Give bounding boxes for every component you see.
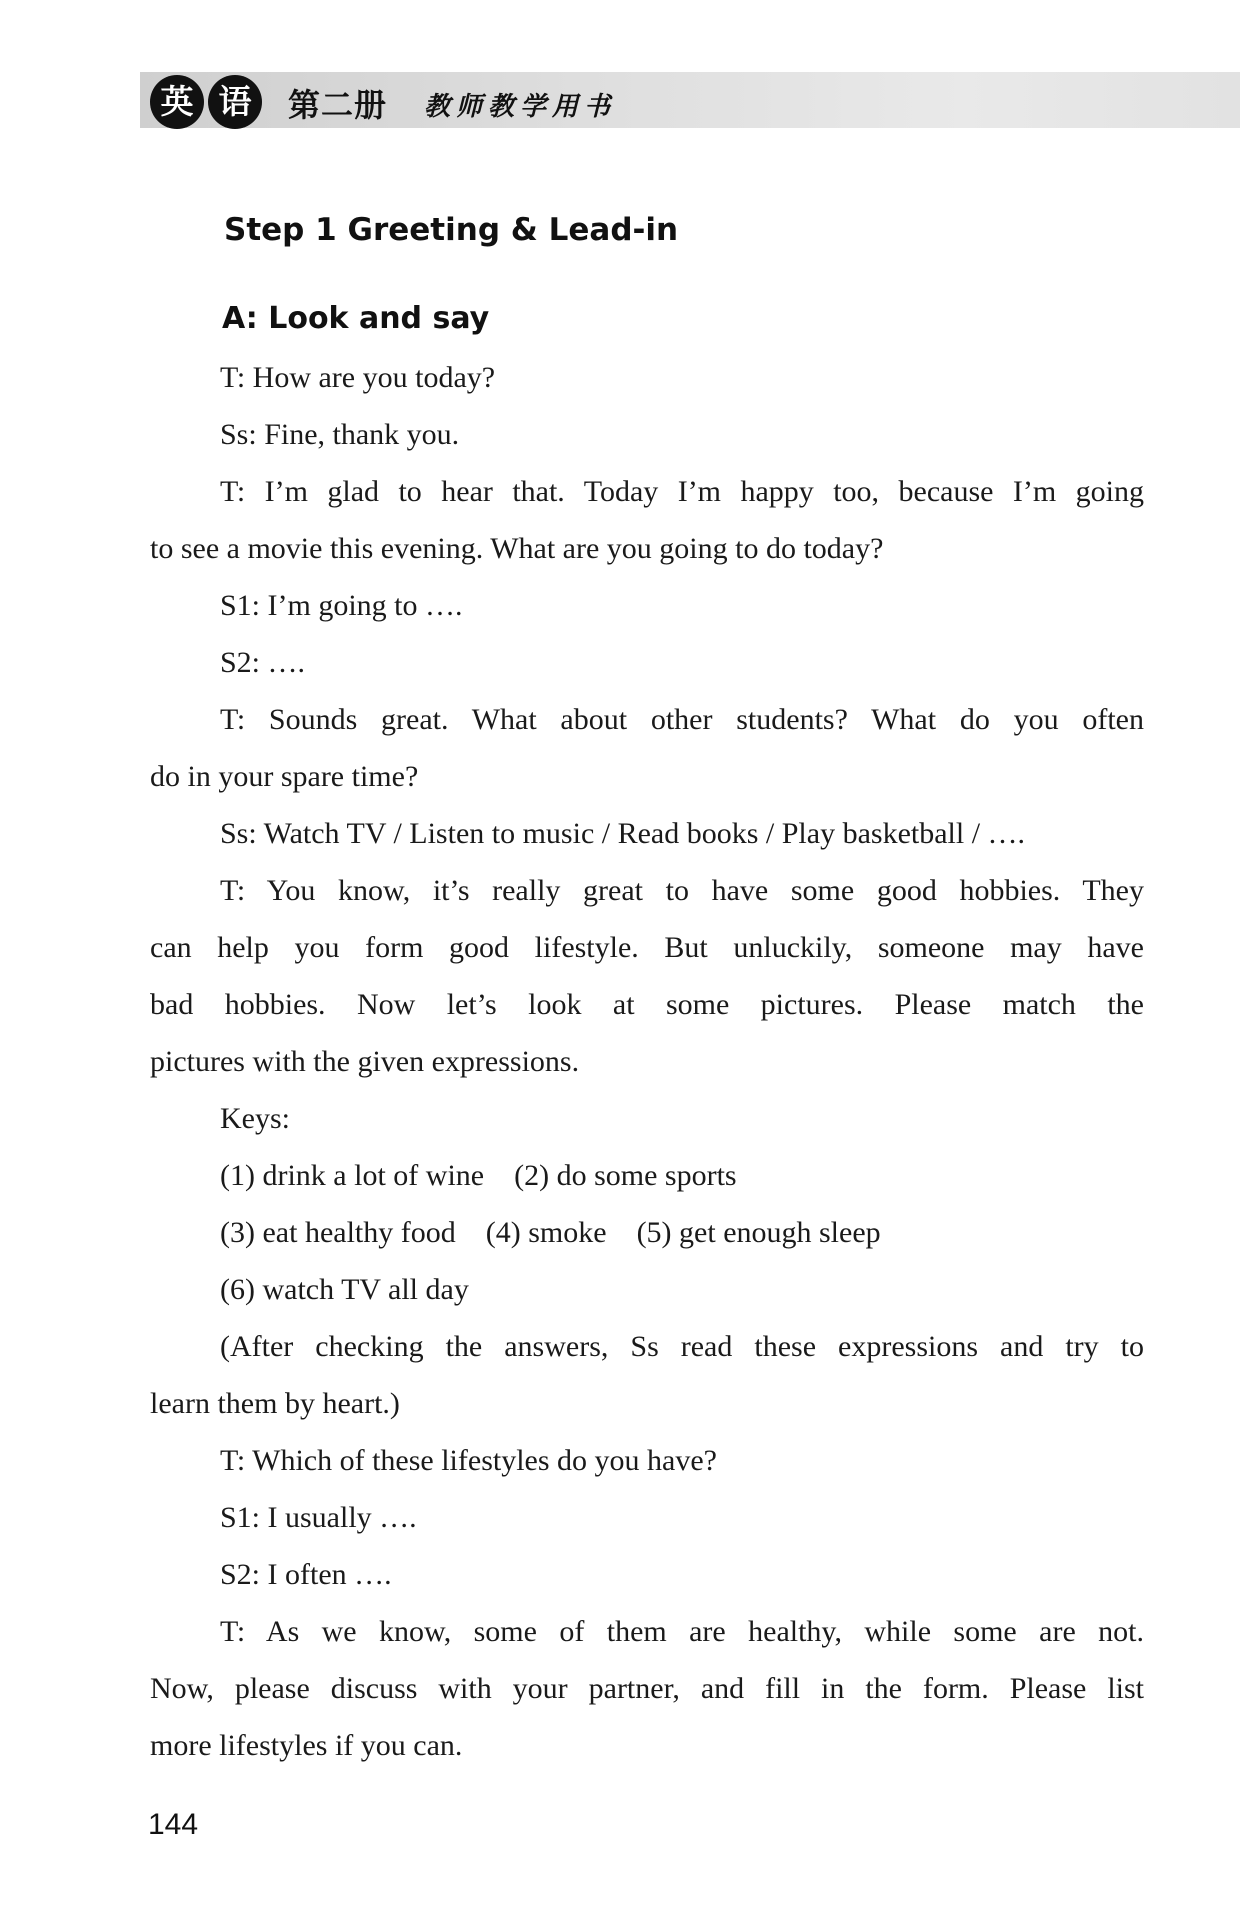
- dialogue-line: S1: I usually ….: [220, 1501, 417, 1534]
- paragraph-line: Now, please discuss with your partner, and fill in the form. Please list: [150, 1672, 1144, 1705]
- key-item: (1) drink a lot of wine: [220, 1159, 485, 1192]
- key-item: (6) watch TV all day: [220, 1273, 469, 1306]
- keys-row: [220, 1270, 1144, 1310]
- keys-row: [220, 1213, 1144, 1253]
- paragraph-line: do in your spare time?: [150, 760, 419, 793]
- key-item: (5) get enough sleep: [636, 1216, 881, 1249]
- paragraph-line: bad hobbies. Now let’s look at some pictures. Please match the: [150, 988, 1144, 1021]
- paragraph-line: more lifestyles if you can.: [150, 1729, 463, 1762]
- paragraph-line: (After checking the answers, Ss read these expressions and try to: [220, 1330, 1144, 1363]
- section-subheading: A: Look and say: [222, 301, 490, 336]
- subject-badge-yu: 语: [208, 75, 262, 129]
- key-item: (3) eat healthy food: [220, 1216, 456, 1249]
- dialogue-line: T: How are you today?: [220, 361, 496, 394]
- key-item: (4) smoke: [485, 1216, 607, 1249]
- paragraph-line: can help you form good lifestyle. But unluckily, someone may have: [150, 931, 1144, 964]
- paragraph-line: to see a movie this evening. What are you going to do today?: [150, 532, 884, 565]
- section-heading: Step 1 Greeting & Lead-in: [224, 212, 679, 248]
- volume-label: 第二册: [288, 86, 388, 124]
- paragraph-line: T: I’m glad to hear that. Today I’m happy too, because I’m going: [220, 475, 1144, 508]
- paragraph-line: learn them by heart.): [150, 1387, 400, 1420]
- paragraph-line: T: As we know, some of them are healthy, while some are not.: [220, 1615, 1144, 1648]
- key-item: (2) do some sports: [514, 1159, 737, 1192]
- dialogue-line: Ss: Fine, thank you.: [220, 418, 460, 451]
- dialogue-line: Ss: Watch TV / Listen to music / Read books / Play basketball / ….: [220, 817, 1026, 850]
- dialogue-line: S2: I often ….: [220, 1558, 392, 1591]
- book-title: 教师教学用书: [424, 92, 617, 122]
- keys-label: Keys:: [220, 1102, 290, 1135]
- paragraph-line: T: You know, it’s really great to have some good hobbies. They: [220, 874, 1144, 907]
- page-number: 144: [148, 1808, 199, 1841]
- dialogue-line: S2: ….: [220, 646, 306, 679]
- paragraph-line: pictures with the given expressions.: [150, 1045, 580, 1078]
- dialogue-line: T: Which of these lifestyles do you have?: [220, 1444, 717, 1477]
- dialogue-line: S1: I’m going to ….: [220, 589, 463, 622]
- subject-badge-ying: 英: [150, 75, 204, 129]
- paragraph-line: T: Sounds great. What about other students? What do you often: [220, 703, 1144, 736]
- keys-row: [220, 1156, 1144, 1196]
